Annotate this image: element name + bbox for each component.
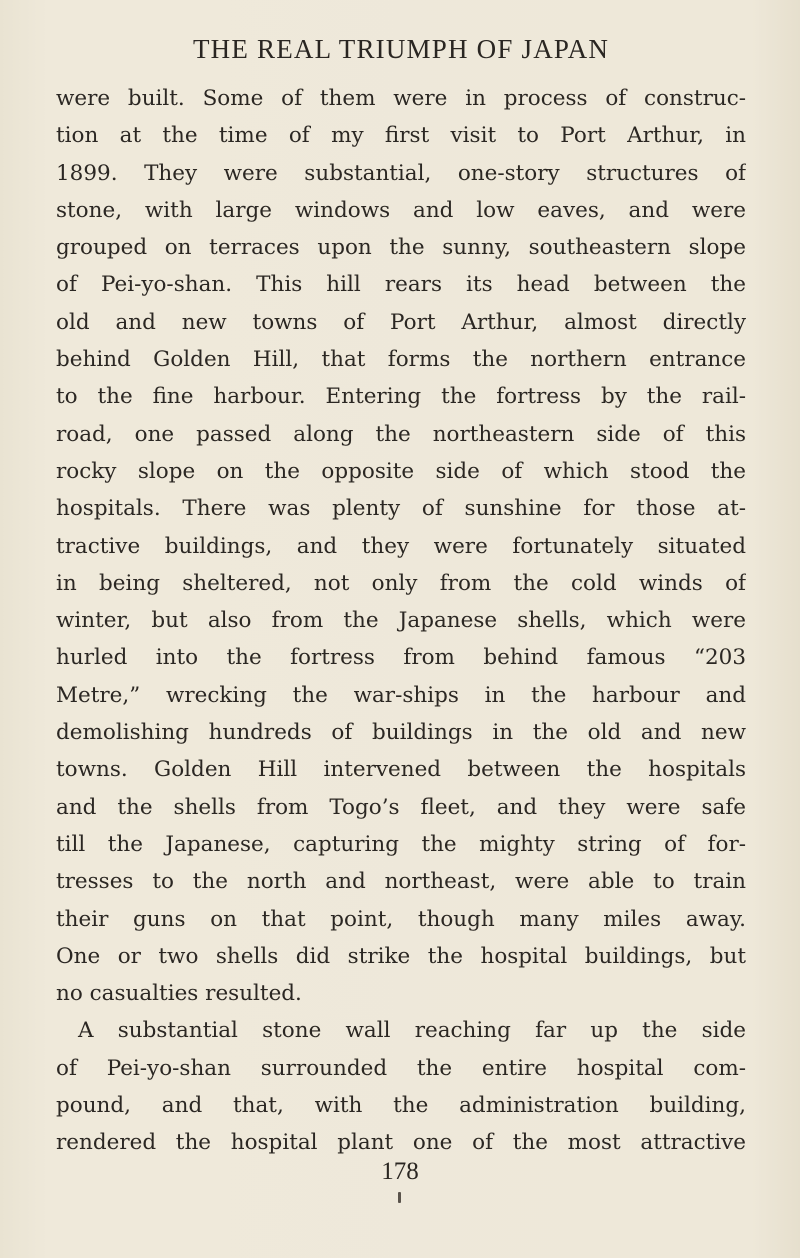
text-line: towns. Golden Hill intervened between the hospitals bbox=[56, 757, 746, 783]
text-line: grouped on terraces upon the sunny, southeastern slope bbox=[56, 235, 746, 261]
printer-signature-mark bbox=[398, 1192, 401, 1203]
text-line: road, one passed along the northeastern side of this bbox=[56, 421, 746, 447]
text-line: their guns on that point, though many miles away. bbox=[56, 906, 746, 932]
text-line: and the shells from Togo’s fleet, and they were safe bbox=[56, 794, 746, 820]
text-line: tion at the time of my first visit to Port Arthur, in bbox=[56, 123, 746, 149]
text-line: A substantial stone wall reaching far up the side bbox=[78, 1018, 746, 1044]
text-line: pound, and that, with the administration building, bbox=[56, 1093, 746, 1119]
text-line: winter, but also from the Japanese shells, which were bbox=[56, 608, 746, 634]
text-line: tractive buildings, and they were fortunately situated bbox=[56, 533, 746, 559]
text-line: old and new towns of Port Arthur, almost directly bbox=[56, 309, 746, 335]
text-line: till the Japanese, capturing the mighty string of for- bbox=[56, 831, 746, 857]
text-line: hospitals. There was plenty of sunshine for those at- bbox=[56, 496, 746, 522]
text-line: behind Golden Hill, that forms the northern entrance bbox=[56, 347, 746, 373]
text-line: Metre,” wrecking the war-ships in the harbour and bbox=[56, 682, 746, 708]
paragraph-1 bbox=[56, 80, 746, 1012]
text-line: of Pei-yo-shan. This hill rears its head between the bbox=[56, 272, 746, 298]
text-line: to the fine harbour. Entering the fortress by the rail- bbox=[56, 384, 746, 410]
text-line: hurled into the fortress from behind famous “203 bbox=[56, 645, 746, 671]
running-head: THE REAL TRIUMPH OF JAPAN bbox=[192, 34, 610, 64]
text-line: stone, with large windows and low eaves, and were bbox=[56, 197, 746, 223]
paragraph-2 bbox=[56, 1012, 746, 1161]
text-line: rocky slope on the opposite side of which stood the bbox=[56, 458, 746, 484]
text-line: tresses to the north and northeast, were able to train bbox=[56, 869, 746, 895]
text-line: 1899. They were substantial, one-story structures of bbox=[56, 160, 746, 186]
page-number: 178 bbox=[381, 1158, 419, 1185]
text-line: in being sheltered, not only from the cold winds of bbox=[56, 570, 746, 596]
text-line: were built. Some of them were in process of construc- bbox=[56, 86, 746, 111]
text-line: no casualties resulted. bbox=[56, 981, 302, 1007]
text-line: rendered the hospital plant one of the most attractive bbox=[56, 1130, 746, 1156]
text-line: One or two shells did strike the hospital buildings, but bbox=[56, 943, 746, 969]
text-line: of Pei-yo-shan surrounded the entire hospital com- bbox=[56, 1055, 746, 1081]
body-text bbox=[56, 80, 746, 1162]
text-line: demolishing hundreds of buildings in the old and new bbox=[56, 720, 746, 746]
